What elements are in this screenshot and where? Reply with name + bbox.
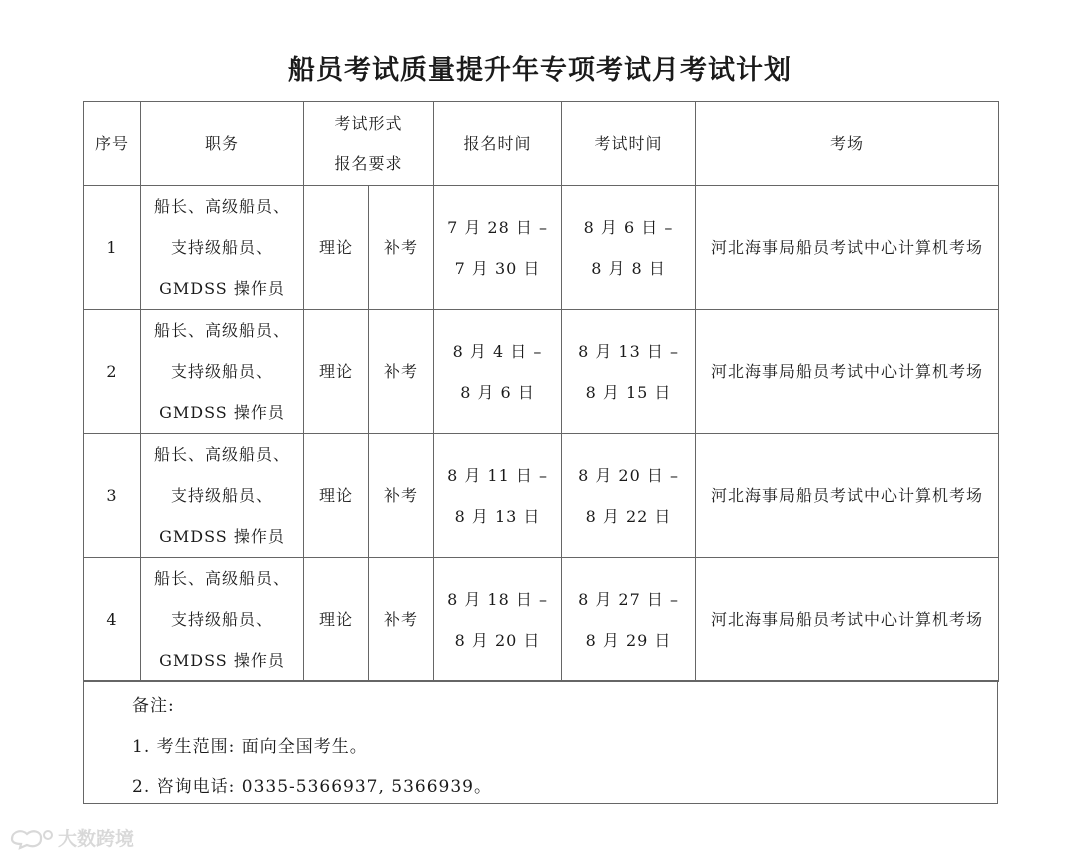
cell-format: 理论 [304,434,369,558]
header-venue: 考场 [696,102,999,186]
cell-registration [434,558,562,682]
date-line: 8 月 18 日 – [447,589,548,609]
cell-format: 理论 [304,558,369,682]
position-line: 船长、高级船员、 [153,321,290,340]
date-line: 8 月 6 日 [460,382,535,402]
header-format-line1: 考试形式 [334,113,403,133]
cell-venue: 河北海事局船员考试中心计算机考场 [696,310,999,434]
cell-seq: 3 [84,434,141,558]
cell-exam [562,558,696,682]
cell-position [141,434,304,558]
page-title: 船员考试质量提升年专项考试月考试计划 [288,55,792,86]
date-line: 8 月 8 日 [591,258,666,278]
cell-position [141,186,304,310]
cell-position [141,310,304,434]
date-line: 7 月 28 日 – [447,217,548,237]
date-line: 8 月 13 日 [454,506,541,526]
date-line: 8 月 27 日 – [578,589,679,609]
table-row [84,558,999,682]
notes-heading: 备注: [132,696,175,716]
cell-requirement: 补考 [369,310,434,434]
cell-seq: 1 [84,186,141,310]
position-line: 船长、高级船员、 [153,445,290,464]
cell-venue: 河北海事局船员考试中心计算机考场 [696,558,999,682]
notes-box [83,680,998,804]
cell-exam [562,186,696,310]
header-seq: 序号 [84,102,141,186]
date-line: 8 月 15 日 [585,382,672,402]
date-line: 8 月 22 日 [585,506,672,526]
watermark-text: 大数跨境 [58,828,135,850]
table-row [84,434,999,558]
date-line: 8 月 20 日 – [578,465,679,485]
position-line: GMDSS 操作员 [159,527,285,546]
cell-venue: 河北海事局船员考试中心计算机考场 [696,186,999,310]
cell-registration [434,434,562,558]
cell-requirement: 补考 [369,434,434,558]
cell-seq: 4 [84,558,141,682]
table-row [84,186,999,310]
cell-exam [562,434,696,558]
header-exam: 考试时间 [562,102,696,186]
cell-format: 理论 [304,186,369,310]
date-line: 8 月 11 日 – [447,465,548,485]
header-position: 职务 [141,102,304,186]
header-registration: 报名时间 [434,102,562,186]
position-line: 支持级船员、 [170,238,273,257]
position-line: 支持级船员、 [170,486,273,505]
cell-position [141,558,304,682]
header-format-line2: 报名要求 [334,153,403,173]
notes-item-scope: 1. 考生范围: 面向全国考生。 [132,737,368,757]
cell-seq: 2 [84,310,141,434]
position-line: GMDSS 操作员 [159,403,285,422]
cell-registration [434,310,562,434]
position-line: 支持级船员、 [170,362,273,381]
date-line: 8 月 29 日 [585,630,672,650]
cell-requirement: 补考 [369,186,434,310]
chat-bubbles-logo-icon [8,825,54,851]
table-row [84,310,999,434]
cell-format: 理论 [304,310,369,434]
position-line: 支持级船员、 [170,610,273,629]
notes-item-phone: 2. 咨询电话: 0335-5366937, 5366939。 [132,777,492,797]
table-header-row [84,102,999,186]
position-line: GMDSS 操作员 [159,279,285,298]
position-line: 船长、高级船员、 [153,197,290,216]
cell-requirement: 补考 [369,558,434,682]
header-format [304,102,434,186]
date-line: 8 月 13 日 – [578,341,679,361]
exam-schedule-table [83,101,999,682]
date-line: 8 月 6 日 – [583,217,674,237]
cell-venue: 河北海事局船员考试中心计算机考场 [696,434,999,558]
position-line: 船长、高级船员、 [153,569,290,588]
cell-exam [562,310,696,434]
watermark [8,824,134,851]
position-line: GMDSS 操作员 [159,651,285,670]
date-line: 8 月 4 日 – [452,341,543,361]
cell-registration [434,186,562,310]
date-line: 7 月 30 日 [454,258,541,278]
date-line: 8 月 20 日 [454,630,541,650]
